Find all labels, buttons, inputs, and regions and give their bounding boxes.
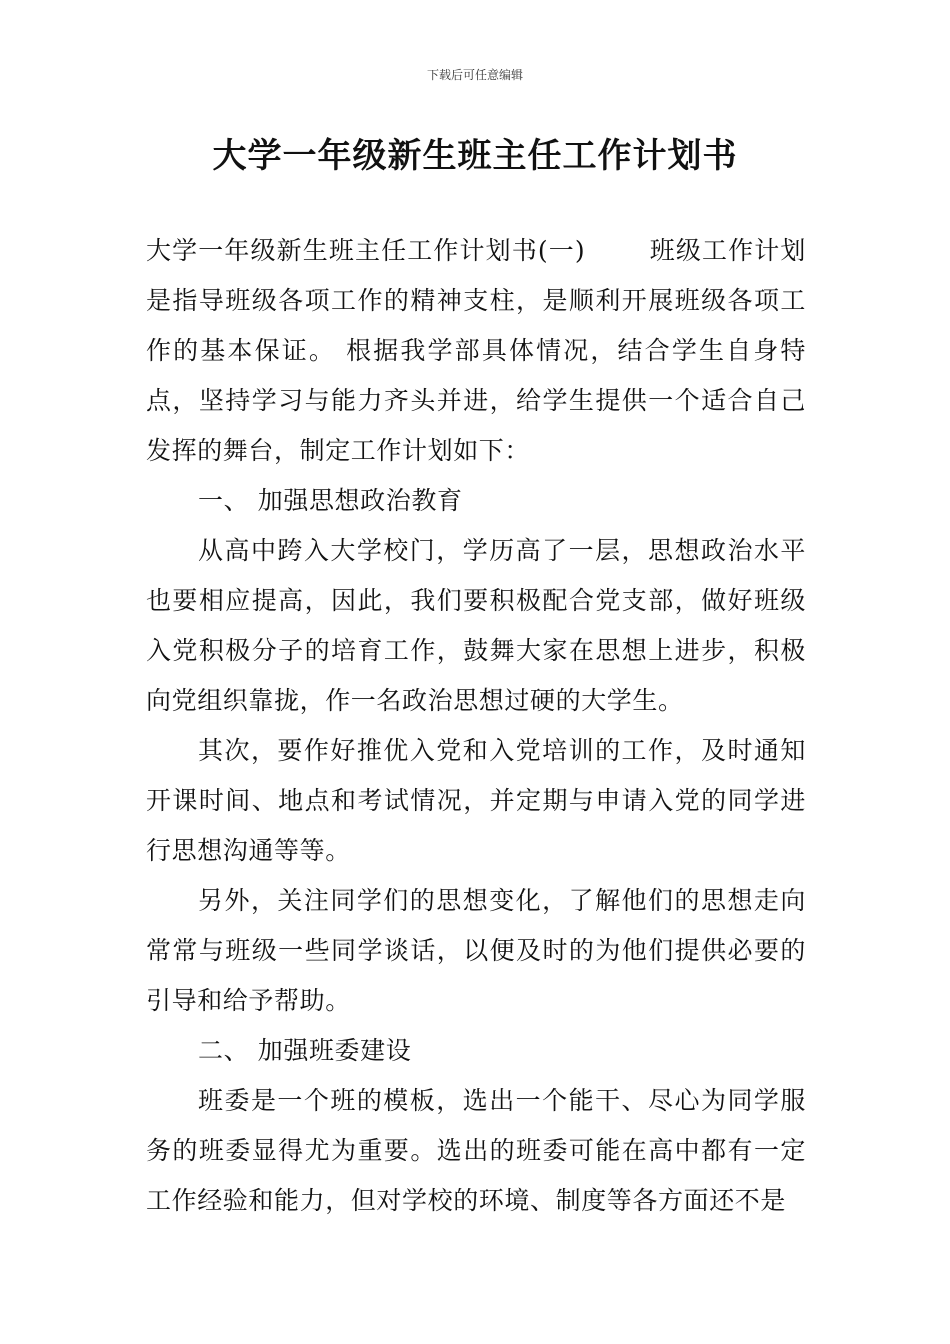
document-title: 大学一年级新生班主任工作计划书 [212, 136, 738, 176]
paragraph-5: 班委是一个班的模板，选出一个能干、尽心为同学服务的班委显得尤为重要。选出的班委可能在高中都有一定工作经验和能力，但对学校的环境、制度等各方面还不是 [146, 1086, 806, 1215]
intro-heading: 大学一年级新生班主任工作计划书(一) [146, 236, 586, 265]
document-body [146, 226, 806, 1226]
section-heading-2: 二、 加强班委建设 [198, 1036, 412, 1065]
intro-text: 班级工作计划是指导班级各项工作的精神支柱，是顺利开展班级各项工作的基本保证。 根据我学部具体情况，结合学生自身特点，坚持学习与能力齐头并进，给学生提供一个适合自己发挥的舞台，制定工作计划如下： [146, 236, 807, 465]
paragraph-3: 其次，要作好推优入党和入党培训的工作，及时通知开课时间、地点和考试情况，并定期与申请入党的同学进行思想沟通等等。 [146, 736, 806, 865]
paragraph-2: 从高中跨入大学校门，学历高了一层，思想政治水平也要相应提高，因此，我们要积极配合党支部，做好班级入党积极分子的培育工作，鼓舞大家在思想上进步，积极向党组织靠拢，作一名政治思想过硬的大学生。 [146, 536, 806, 715]
intro-paragraph [146, 226, 806, 476]
section-heading-1: 一、 加强思想政治教育 [198, 486, 463, 515]
paragraph-4: 另外，关注同学们的思想变化，了解他们的思想走向常常与班级一些同学谈话，以便及时的为他们提供必要的引导和给予帮助。 [146, 886, 806, 1015]
header-note: 下载后可任意编辑 [426, 68, 523, 82]
